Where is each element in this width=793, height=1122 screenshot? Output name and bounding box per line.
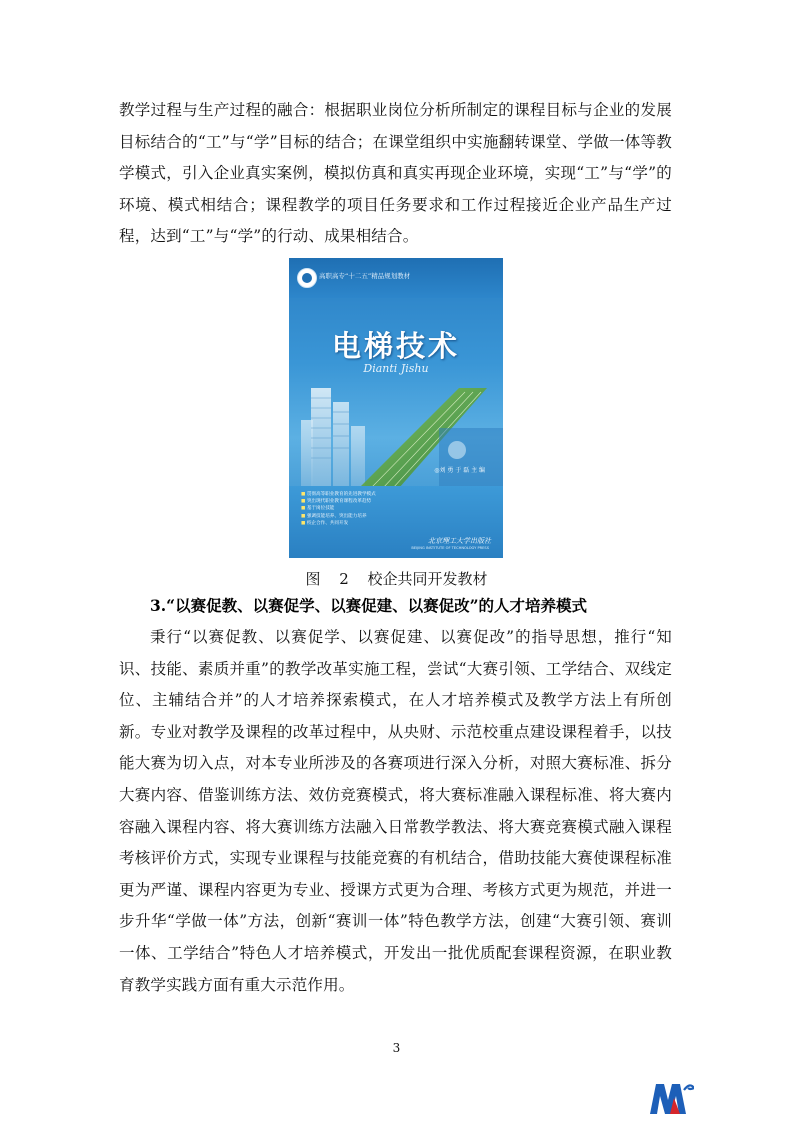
publisher-logo-icon (297, 268, 317, 288)
cover-bullet: ■ 贯彻高等职业教育的先进教学模式 (301, 491, 376, 498)
cover-bullet: ■ 突出现代职业教育课程改革趋势 (301, 498, 376, 505)
corner-logo-icon (650, 1080, 694, 1114)
section-heading: 3.“以赛促教、以赛促学、以赛促建、以赛促改”的人才培养模式 (150, 596, 588, 615)
cover-bullet-list (301, 491, 376, 527)
cover-title: 电梯技术 (331, 329, 460, 363)
page-number: 3 (392, 1041, 401, 1055)
paragraph-2: 秉行“以赛促教、以赛促学、以赛促建、以赛促改”的指导思想，推行“知识、技能、素质并重”的教学改革实施工程，尝试“大赛引领、工学结合、双线定位、主辅结合并”的人才培养探索模式，在人才培养模式及教学方法上有所创新。专业对教学及课程的改革过程中，从央财、示范校重点建设课程着手，以技能大赛为切入点，对本专业所涉及的各赛项进行深入分析，对照大赛标准、拆分大赛内容、借鉴训练方法、效仿竞赛模式，将大赛标准融入课程标准、将大赛内容融入课程内容、将大赛训练方法融入日常教学教法、将大赛竞赛模式融入课程考核评价方式，实现专业课程与技能竞赛的有机结合，借助技能大赛使课程标准更为严谨、课程内容更为专业、授课方式更为合理、考核方式更为规范，并进一步升华“学做一体”方法，创新“赛训一体”特色教学方法，创建“大赛引领、赛训一体、工学结合”特色人才培养模式，开发出一批优质配套课程资源，在职业教育教学实践方面有重大示范作用。 (119, 628, 672, 994)
cover-publisher-english: BEIJING INSTITUTE OF TECHNOLOGY PRESS (411, 546, 489, 550)
cover-authors: ◎刘 勇 于 磊 主 编 (434, 467, 485, 474)
cover-bullet: ■ 基于岗位技能 (301, 505, 376, 512)
book-cover-image (289, 258, 503, 558)
cover-bullet: ■ 强调技能培养、突出能力培养 (301, 513, 376, 520)
figure-caption: 图 2 校企共同开发教材 (305, 570, 488, 588)
cover-bullet: ■ 校企合作、共同开发 (301, 520, 376, 527)
cover-publisher: 北京理工大学出版社 (428, 537, 491, 545)
paragraph-1: 教学过程与生产过程的融合：根据职业岗位分析所制定的课程目标与企业的发展目标结合的“工”与“学”目标的结合；在课堂组织中实施翻转课堂、学做一体等教学模式，引入企业真实案例，模拟仿真和真实再现企业环境，实现“工”与“学”的环境、模式相结合；课程教学的项目任务要求和工作过程接近企业产品生产过程，达到“工”与“学”的行动、成果相结合。 (119, 101, 672, 246)
cover-pinyin: Dianti Jishu (363, 362, 429, 375)
cover-series-text: 高职高专“十二五”精品规划教材 (319, 272, 411, 280)
